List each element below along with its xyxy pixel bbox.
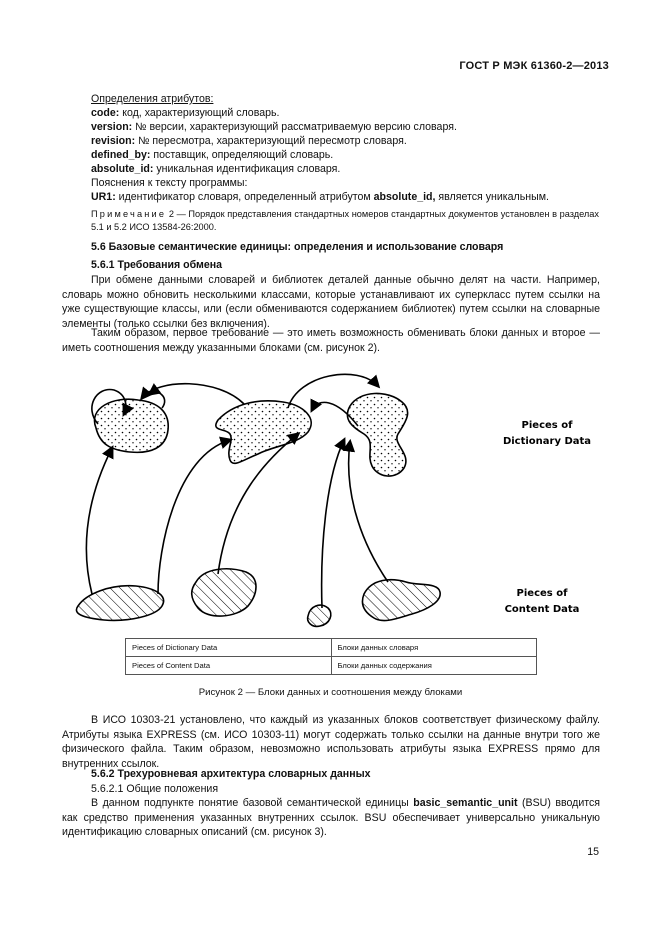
ur1-rule xyxy=(91,190,549,204)
figure-2-diagram xyxy=(58,368,618,630)
legend-ru: Блоки данных содержания xyxy=(331,657,537,675)
attribute-desc: № пересмотра, характеризующий пересмотр словаря. xyxy=(135,135,407,147)
attribute-name: code: xyxy=(91,107,120,119)
attribute-name: version: xyxy=(91,121,133,133)
paragraph xyxy=(62,796,600,840)
dictionary-blob xyxy=(94,399,168,452)
label-content-line2: Content Data xyxy=(504,604,580,615)
relation-arrow xyxy=(86,448,112,594)
content-blob xyxy=(76,586,163,621)
attribute-name: defined_by: xyxy=(91,149,151,161)
explain-heading: Пояснения к тексту программы: xyxy=(91,177,248,189)
subsubsection-heading: 5.6.2.1 Общие положения xyxy=(91,783,219,795)
figure-caption: Рисунок 2 — Блоки данных и соотношения между блоками xyxy=(198,687,463,698)
attribute-desc: поставщик, определяющий словарь. xyxy=(150,149,334,161)
content-blob xyxy=(192,569,256,616)
label-content-line1: Pieces of xyxy=(516,588,568,599)
note-2 xyxy=(91,208,599,234)
attribute-defined-by xyxy=(91,148,333,162)
attribute-desc: № версии, характеризующий рассматриваемую версию словаря. xyxy=(132,121,457,133)
document-code: ГОСТ Р МЭК 61360-2—2013 xyxy=(459,60,609,72)
subsection-heading: 5.6.1 Требования обмена xyxy=(91,259,223,271)
paragraph: При обмене данными словарей и библиотек деталей данные обычно делят на части. Например, словарь можно обновить несколькими классами, которые устанавливают их суперкласс путем ссылки на уже существующие классы, или (если обмениваются содержанием библиотек) путем ссылки на словарные элементы (только ссылки без включения). xyxy=(62,274,600,330)
note-label: Примечание xyxy=(91,209,167,219)
table-row xyxy=(126,657,537,675)
subsection-heading: 5.6.2 Трехуровневая архитектура словарных данных xyxy=(91,768,371,780)
ur1-attr: absolute_id, xyxy=(373,191,436,203)
legend-ru: Блоки данных словаря xyxy=(331,639,537,657)
paragraph-text: В данном подпункте понятие базовой семантической единицы xyxy=(91,797,414,809)
dictionary-blob xyxy=(216,401,311,464)
paragraph: Таким образом, первое требование — это иметь возможность обменивать блоки данных и второе — иметь соотношения между указанными блоками (см. рисунок 2). xyxy=(62,327,600,354)
ur1-text: идентификатор словаря, определенный атрибутом xyxy=(115,191,374,203)
attribute-revision xyxy=(91,134,407,148)
attribute-name: revision: xyxy=(91,135,136,147)
dictionary-blob xyxy=(347,393,407,476)
legend-table xyxy=(125,638,537,675)
attribute-code xyxy=(91,106,279,120)
content-blob xyxy=(308,605,331,626)
attribute-desc: код, характеризующий словарь. xyxy=(119,107,280,119)
attribute-name: absolute_id: xyxy=(91,163,154,175)
note-text: 2 — Порядок представления стандартных номеров стандартных документов установлен в разделах 5.1 и 5.2 ИСО 13584-26:2000. xyxy=(91,209,599,232)
relation-arrow xyxy=(142,384,244,404)
legend-en: Pieces of Dictionary Data xyxy=(126,639,332,657)
relation-arrow xyxy=(322,440,344,608)
paragraph-text: (BSU) вводится как средство применения указанных внутренних ссылок. BSU обеспечивает универсально уникальную идентификацию словарных описаний (см. рисунок 3). xyxy=(62,797,601,839)
page-number: 15 xyxy=(587,846,599,858)
attribute-version xyxy=(91,120,457,134)
term: basic_semantic_unit xyxy=(413,797,518,809)
paragraph: В ИСО 10303-21 установлено, что каждый из указанных блоков соответствует физическому файлу. Атрибуты языка EXPRESS (см. ИСО 10303-11) могут содержать только ссылки на данные внутри того же физического файла. Таким образом, невозможно использовать атрибуты языка EXPRESS прямо для внутренних ссылок. xyxy=(62,714,600,770)
ur1-text-end: является уникальным. xyxy=(435,191,549,203)
ur1-label: UR1: xyxy=(91,191,116,203)
content-blob xyxy=(362,580,440,621)
legend-en: Pieces of Content Data xyxy=(126,657,332,675)
attribute-absolute-id xyxy=(91,162,340,176)
attributes-heading: Определения атрибутов: xyxy=(91,93,214,105)
table-row xyxy=(126,639,537,657)
section-heading: 5.6 Базовые семантические единицы: определения и использование словаря xyxy=(91,241,504,253)
label-dictionary-line1: Pieces of xyxy=(521,420,573,431)
attribute-desc: уникальная идентификация словаря. xyxy=(153,163,341,175)
label-dictionary-line2: Dictionary Data xyxy=(502,436,592,447)
